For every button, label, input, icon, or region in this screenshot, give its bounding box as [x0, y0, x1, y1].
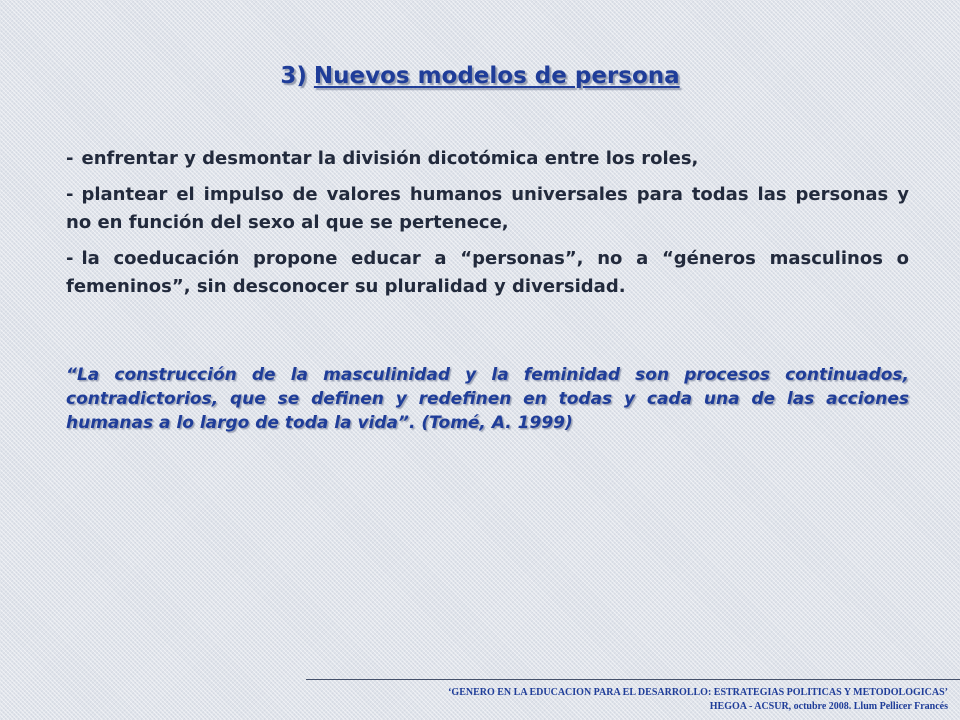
bullet-item [66, 145, 909, 173]
quote-text: “La construcción de la masculinidad y la feminidad son procesos continuados, contradictorios, que se definen y redefinen en todas y cada una de las acciones humanas a lo largo de toda la vida”. (Tomé, A. 1999) [66, 365, 909, 433]
bullet-text: la coeducación propone educar a “personas”, no a “géneros masculinos o femeninos”, sin desconocer su pluralidad y diversidad. [66, 248, 909, 297]
bullet-item [66, 245, 909, 301]
footer-divider [306, 679, 960, 680]
bullet-marker: - [66, 148, 74, 169]
footer-title: ‘GENERO EN LA EDUCACION PARA EL DESARROLLO: ESTRATEGIAS POLITICAS Y METODOLOGICAS’ [448, 687, 948, 698]
footer [448, 686, 948, 714]
bullet-text: plantear el impulso de valores humanos universales para todas las personas y no en función del sexo al que se pertenece, [66, 184, 909, 233]
footer-credit: HEGOA - ACSUR, octubre 2008. Llum Pellicer Francés [709, 701, 948, 712]
bullet-item [66, 181, 909, 237]
slide-title [0, 63, 960, 89]
bullet-text: enfrentar y desmontar la división dicotómica entre los roles, [81, 148, 699, 169]
bullet-marker: - [66, 184, 74, 205]
bullet-list [66, 145, 909, 309]
title-number: 3) [280, 63, 307, 89]
title-text: Nuevos modelos de persona [313, 63, 680, 89]
bullet-marker: - [66, 248, 74, 269]
